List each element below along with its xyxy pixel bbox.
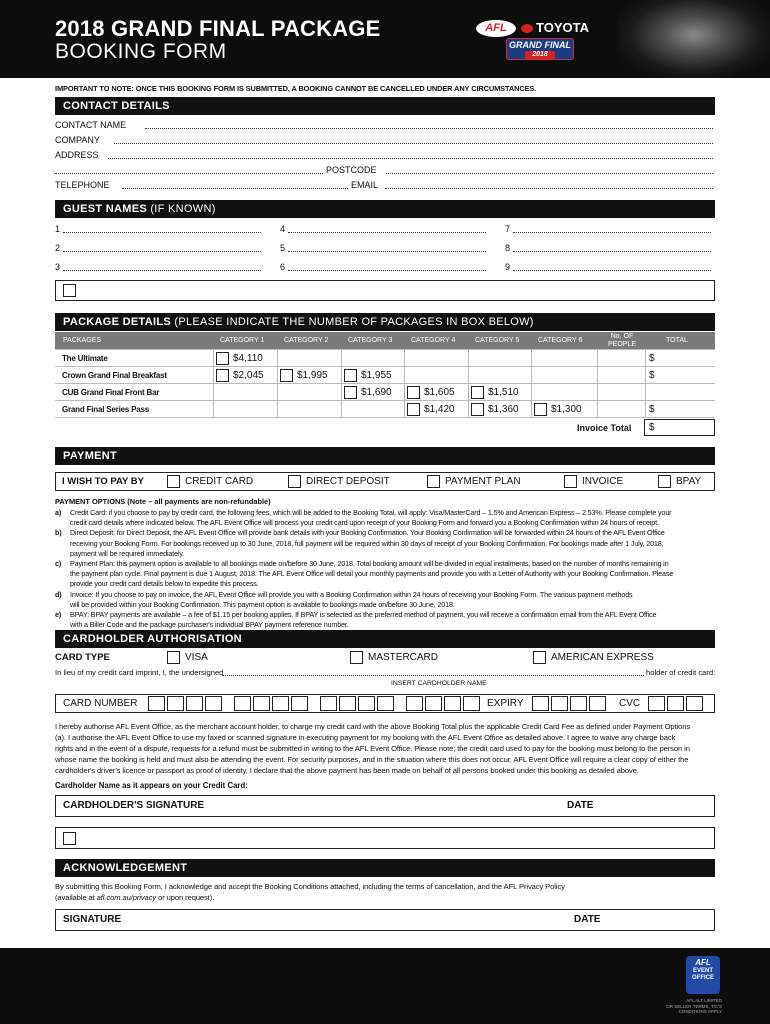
payment-option-text: with a Biller Code and the package purchaser's individual BPAY payment reference number. (70, 620, 349, 630)
invoice-total-label: Invoice Total (577, 423, 632, 433)
package-price: $1,420 (424, 404, 455, 415)
contact-details-heading: CONTACT DETAILS (55, 97, 715, 115)
signature-label: SIGNATURE (63, 914, 122, 925)
package-total: $ (649, 353, 655, 364)
guest-number: 3 (55, 262, 61, 272)
afl-logo: AFL (476, 20, 516, 37)
signature-box[interactable] (55, 909, 715, 931)
postcode-label: POSTCODE (326, 165, 377, 175)
cardholder-checkbox[interactable] (63, 832, 76, 845)
signature-date-label: DATE (574, 914, 601, 925)
contact-name-field[interactable] (145, 128, 713, 129)
card-digit-box[interactable] (406, 696, 423, 711)
guest-number: 7 (505, 224, 511, 234)
contact-name-label: CONTACT NAME (55, 120, 127, 130)
authorisation-line: I hereby authorise AFL Event Office, as the merchant account holder, to charge my credit card with the above Booking Total plus the applicable Credit Card Fee as defined under Payment Options (55, 722, 691, 731)
package-name: The Ultimate (62, 354, 108, 363)
payment-method-label: PAYMENT PLAN (445, 476, 521, 487)
payment-method-checkbox[interactable] (167, 475, 180, 488)
company-label: COMPANY (55, 135, 100, 145)
form-title: 2018 GRAND FINAL PACKAGE (55, 16, 381, 41)
col-category-1: CATEGORY 1 (220, 337, 265, 344)
authorisation-line: rights and in the event of a dispute, requests for a refund must be submitted in writing to the AFL Event Office. Please note; the credit card used to pay for the booking must belong to the person in (55, 744, 690, 753)
col-no-people: No. OF PEOPLE (607, 333, 636, 348)
payment-method-checkbox[interactable] (427, 475, 440, 488)
table-divider (597, 349, 598, 417)
payment-option-letter: d) (55, 589, 62, 599)
mastercard-checkbox[interactable] (350, 651, 363, 664)
col-category-5: CATEGORY 5 (475, 337, 520, 344)
cardholder-date-label: DATE (567, 800, 594, 811)
acknowledgement-line1: By submitting this Booking Form, I acknowledge and accept the Booking Conditions attached, including the terms of cancellation, and the AFL Privacy Policy (55, 882, 565, 891)
payment-option-letter: b) (55, 528, 62, 538)
toyota-logo: TOYOTA (521, 20, 589, 35)
guest-names-heading: GUEST NAMES (IF KNOWN) (55, 200, 715, 218)
footer-band (0, 948, 770, 1024)
guest-name-field[interactable] (63, 232, 261, 233)
privacy-link[interactable]: afl.com.au/privacy (96, 893, 157, 902)
card-digit-box[interactable] (148, 696, 165, 711)
invoice-total-value: $ (649, 422, 655, 433)
expiry-digit-box[interactable] (532, 696, 549, 711)
card-digit-box[interactable] (291, 696, 308, 711)
cardholder-heading: CARDHOLDER AUTHORISATION (55, 630, 715, 648)
toyota-mark-icon (521, 24, 533, 33)
guest-name-field[interactable] (63, 270, 261, 271)
payment-option-letter: c) (55, 559, 62, 568)
guest-number: 1 (55, 224, 61, 234)
card-digit-box[interactable] (339, 696, 356, 711)
postcode-field[interactable] (386, 173, 713, 174)
payment-method-checkbox[interactable] (658, 475, 671, 488)
pay-by-label: I WISH TO PAY BY (62, 476, 145, 487)
package-total: $ (649, 404, 655, 415)
amex-label: AMERICAN EXPRESS (551, 652, 654, 663)
package-quantity-checkbox[interactable] (280, 369, 293, 382)
col-category-2: CATEGORY 2 (284, 337, 329, 344)
email-label: EMAIL (351, 180, 379, 190)
package-price: $1,360 (488, 404, 519, 415)
package-price: $4,110 (233, 353, 263, 364)
cardholder-signature-label: CARDHOLDER'S SIGNATURE (63, 800, 205, 811)
card-digit-box[interactable] (272, 696, 289, 711)
payment-method-checkbox[interactable] (564, 475, 577, 488)
guest-number: 6 (280, 262, 286, 272)
payment-method-label: INVOICE (582, 476, 624, 487)
col-category-3: CATEGORY 3 (348, 337, 393, 344)
guest-name-field[interactable] (513, 232, 711, 233)
payment-option-letter: a) (55, 508, 62, 517)
visa-checkbox[interactable] (167, 651, 180, 664)
guest-name-field[interactable] (288, 270, 486, 271)
table-divider (645, 349, 646, 417)
guest-name-field[interactable] (288, 251, 486, 252)
col-packages: PACKAGES (63, 337, 101, 344)
package-quantity-checkbox[interactable] (216, 352, 229, 365)
payment-method-label: BPAY (676, 476, 702, 487)
expiry-digit-box[interactable] (551, 696, 568, 711)
package-table-header (55, 332, 715, 349)
package-price: $1,510 (488, 387, 519, 398)
table-divider (277, 349, 278, 417)
package-quantity-checkbox[interactable] (471, 386, 484, 399)
guest-number: 9 (505, 262, 511, 272)
col-total: TOTAL (666, 337, 688, 344)
col-category-6: CATEGORY 6 (538, 337, 583, 344)
cvc-digit-box[interactable] (648, 696, 665, 711)
card-digit-box[interactable] (463, 696, 480, 711)
card-digit-box[interactable] (320, 696, 337, 711)
card-digit-box[interactable] (425, 696, 442, 711)
cardholder-name-field[interactable] (222, 675, 644, 676)
trophy-photo (618, 0, 770, 78)
table-divider (468, 349, 469, 417)
payment-options-title: PAYMENT OPTIONS (Note – all payments are non-refundable) (55, 497, 271, 506)
card-type-label: CARD TYPE (55, 652, 110, 663)
package-quantity-checkbox[interactable] (344, 369, 357, 382)
guest-number: 2 (55, 243, 61, 253)
card-digit-box[interactable] (167, 696, 184, 711)
acknowledgement-line2: (available at afl.com.au/privacy or upon request). (55, 893, 215, 902)
cvc-label: CVC (619, 698, 641, 709)
payment-option-text: Invoice: If you choose to pay on invoice, the AFL Event Office will provide you with a Booking Confirmation within 24 hours of receiving your Booking Form. The various payment methods (70, 589, 633, 599)
payment-option-text: receiving your Booking Form. For bookings received up to 30 June, 2018, full payment will be required within 30 days of receipt of your Booking Confirmation. For bookings made after 1 July, 2018, (70, 538, 664, 548)
card-digit-box[interactable] (444, 696, 461, 711)
guest-name-field[interactable] (513, 270, 711, 271)
guest-number: 4 (280, 224, 286, 234)
card-digit-box[interactable] (253, 696, 270, 711)
footer-note: AFL ALT LIMITED OR SELLER TERMS, T/C'S CONDITIONS APPLY (666, 998, 722, 1014)
package-price: $1,690 (361, 387, 392, 398)
payment-option-text: BPAY: BPAY payments are available – a fee of $1.15 per booking applies. If BPAY is selected as the preferred method of payment, you will receive a confirmation email from the AFL Event Office (70, 610, 657, 619)
guest-name-field[interactable] (513, 251, 711, 252)
authorisation-line: (a). I authorise the AFL Event Office to use my faxed or scanned signature in executing payment for my booking with the AFL Event Office as detailed above. I agree to waive any charge back (55, 733, 676, 742)
address-line2-field[interactable] (55, 173, 323, 174)
grand-final-logo: GRAND FINAL 2018 (506, 38, 574, 60)
header-banner (0, 0, 770, 78)
card-digit-box[interactable] (234, 696, 251, 711)
payment-method-checkbox[interactable] (288, 475, 301, 488)
package-price: $1,995 (297, 370, 328, 381)
expiry-label: EXPIRY (487, 698, 524, 709)
holder-suffix: holder of credit card: (646, 668, 716, 677)
package-quantity-checkbox[interactable] (407, 386, 420, 399)
package-quantity-checkbox[interactable] (344, 386, 357, 399)
amex-checkbox[interactable] (533, 651, 546, 664)
package-price: $1,955 (361, 370, 392, 381)
email-field[interactable] (385, 188, 713, 189)
payment-method-label: DIRECT DEPOSIT (306, 476, 390, 487)
package-name: CUB Grand Final Front Bar (62, 388, 160, 397)
expiry-digit-box[interactable] (570, 696, 587, 711)
package-quantity-checkbox[interactable] (407, 403, 420, 416)
guest-checkbox[interactable] (63, 284, 76, 297)
authorisation-line: cardholder's driver's licence or passport as proof of identity. I declare that the above payment has been made on behalf of all persons booked under this booking as detailed above. (55, 766, 639, 775)
guest-number: 5 (280, 243, 286, 253)
payment-option-letter: e) (55, 610, 62, 619)
card-digit-box[interactable] (186, 696, 203, 711)
cvc-digit-box[interactable] (667, 696, 684, 711)
cardholder-extra-box (55, 827, 715, 849)
visa-label: VISA (185, 652, 208, 663)
acknowledgement-heading: ACKNOWLEDGEMENT (55, 859, 715, 877)
cardholder-name-note: Cardholder Name as it appears on your Credit Card: (55, 781, 248, 790)
guest-name-field[interactable] (63, 251, 261, 252)
table-rule (55, 383, 715, 384)
table-divider (531, 349, 532, 417)
package-quantity-checkbox[interactable] (534, 403, 547, 416)
package-name: Crown Grand Final Breakfast (62, 371, 167, 380)
event-office-logo: AFL EVENT OFFICE (686, 956, 720, 994)
address-field[interactable] (108, 158, 713, 159)
table-rule (55, 349, 715, 350)
guest-number: 8 (505, 243, 511, 253)
payment-option-text: credit card details where indicated below. The AFL Event Office will process your credit card upon receipt of your Booking Form and forward you a Booking Confirmation within 24 hours of receipt. (70, 518, 659, 528)
table-rule (55, 417, 715, 418)
table-rule (55, 400, 715, 401)
payment-option-text: Credit Card: if you choose to pay by credit card, the following fees, which will be added to the Booking Total, will apply: Visa/MasterCard – 1.5% and American Express – 2.53%. Please complete your (70, 508, 672, 517)
payment-option-text: provide your credit card details below to expedite this process. (70, 579, 259, 589)
payment-heading: PAYMENT (55, 447, 715, 465)
mastercard-label: MASTERCARD (368, 652, 439, 663)
insert-name-caption: INSERT CARDHOLDER NAME (391, 680, 487, 687)
cvc-digit-box[interactable] (686, 696, 703, 711)
card-digit-box[interactable] (205, 696, 222, 711)
package-price: $1,300 (551, 404, 582, 415)
package-quantity-checkbox[interactable] (216, 369, 229, 382)
card-number-label: CARD NUMBER (63, 698, 138, 709)
telephone-field[interactable] (122, 188, 348, 189)
payment-option-text: the payment plan cycle. Final payment is due 1 August, 2018. The AFL Event Office will detail your monthly payments and provide you with a Letter of Authority with your Booking Confirmation. Please (70, 569, 674, 579)
in-lieu-text: In lieu of my credit card imprint, I, the undersigned (55, 668, 224, 677)
form-subtitle: BOOKING FORM (55, 40, 227, 63)
guest-name-field[interactable] (288, 232, 486, 233)
table-rule (55, 366, 715, 367)
card-digit-box[interactable] (377, 696, 394, 711)
package-total: $ (649, 370, 655, 381)
table-divider (213, 349, 214, 417)
expiry-digit-box[interactable] (589, 696, 606, 711)
table-divider (341, 349, 342, 417)
telephone-label: TELEPHONE (55, 180, 110, 190)
payment-option-text: Payment Plan: this payment option is available to all bookings made on/before 30 June, 2018. Total booking amount will be divided in equal instalments, based on the number of months remaining in (70, 559, 669, 568)
card-digit-box[interactable] (358, 696, 375, 711)
company-field[interactable] (114, 143, 713, 144)
package-details-heading: PACKAGE DETAILS (PLEASE INDICATE THE NUMBER OF PACKAGES IN BOX BELOW) (55, 313, 715, 331)
important-note: IMPORTANT TO NOTE: ONCE THIS BOOKING FORM IS SUBMITTED, A BOOKING CANNOT BE CANCELLED UNDER ANY CIRCUMSTANCES. (55, 84, 537, 93)
address-label: ADDRESS (55, 150, 99, 160)
payment-option-text: will be provided within your Booking Confirmation. This payment option is available to bookings made on/before 30 June, 2018. (70, 599, 455, 609)
payment-option-text: Direct Deposit: for Direct Deposit, the AFL Event Office will provide bank details with your Booking Confirmation. Your Booking Confirmation will be forwarded within 24 hours of the AFL Event Office (70, 528, 665, 538)
package-name: Grand Final Series Pass (62, 405, 149, 414)
package-quantity-checkbox[interactable] (471, 403, 484, 416)
package-price: $1,605 (424, 387, 455, 398)
table-divider (404, 349, 405, 417)
authorisation-line: whose name the booking is held and must also be attending the event. For security purposes, and in the situation where this does not occur, AFL Event Office will require a clear copy of either the (55, 755, 689, 764)
payment-option-text: payment will be required immediately. (70, 548, 185, 558)
payment-method-label: CREDIT CARD (185, 476, 254, 487)
guest-names-box (55, 280, 715, 301)
package-price: $2,045 (233, 370, 264, 381)
col-category-4: CATEGORY 4 (411, 337, 456, 344)
